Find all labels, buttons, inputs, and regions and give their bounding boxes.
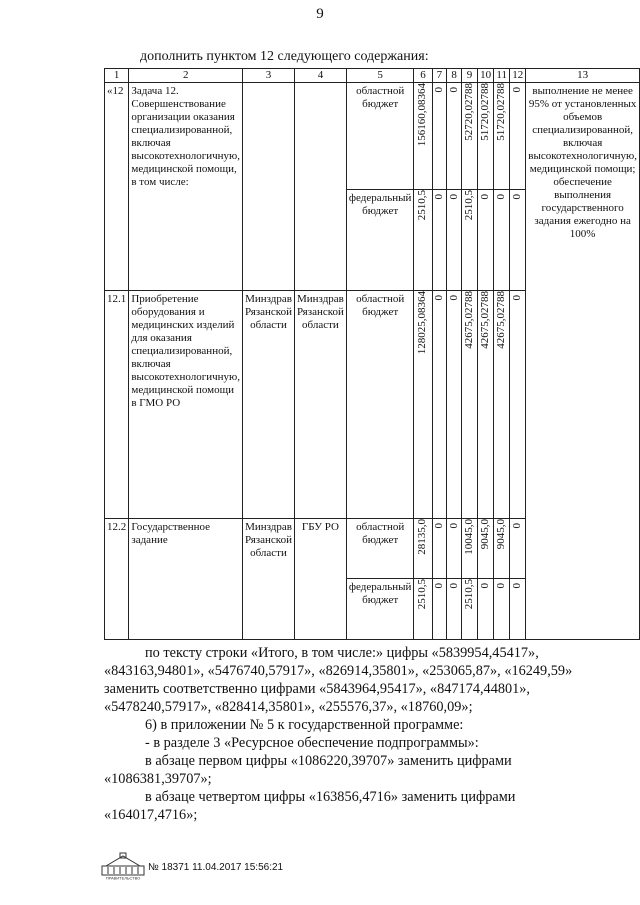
header-cell: 6 (414, 69, 432, 83)
value-cell: 0 (447, 294, 460, 300)
row-number: 12.2 (107, 521, 127, 533)
page-number: 9 (316, 6, 324, 22)
value-cell: 51720,02788 (495, 83, 508, 141)
value-cell: 2510,5 (416, 190, 429, 221)
table-row (105, 83, 640, 190)
value-cell: 0 (432, 193, 445, 199)
value-cell: 2510,5 (416, 579, 429, 610)
value-cell: 0 (447, 522, 460, 528)
value-cell: 0 (479, 193, 492, 199)
co-executor (295, 83, 346, 87)
funding-source: федеральный бюджет (348, 581, 412, 606)
value-cell: 0 (432, 522, 445, 528)
paragraph-line: по тексту строки «Итого, в том числе:» цифры «5839954,45417», (145, 645, 539, 661)
value-cell: 0 (495, 193, 508, 199)
executor: Минздрав Рязанской области (245, 293, 292, 331)
task-name: Задача 12. Совершенствование организации оказания специализированной, включая высокотехнологичную, медицинской помощи, в том числе: (131, 85, 241, 188)
funding-source: областной бюджет (356, 85, 405, 110)
value-cell: 0 (432, 582, 445, 588)
paragraph-line: - в разделе 3 «Ресурсное обеспечение подпрограммы»: (145, 735, 479, 751)
row-number: 12.1 (107, 293, 127, 305)
value-cell: 0 (495, 582, 508, 588)
value-cell: 0 (479, 582, 492, 588)
paragraph-line: «1086381,39707»; (104, 771, 212, 787)
executor (243, 83, 294, 87)
header-cell: 10 (478, 69, 494, 83)
paragraph-line: «843163,94801», «5476740,57917», «826914,35801», «253065,87», «16249,59» (104, 663, 573, 679)
value-cell: 51720,02788 (479, 83, 492, 141)
value-cell: 28135,0 (416, 519, 429, 555)
value-cell: 0 (511, 86, 524, 92)
value-cell: 2510,5 (463, 190, 476, 221)
funding-source: областной бюджет (356, 293, 405, 318)
logo-caption: ПРАВИТЕЛЬСТВО (105, 875, 141, 880)
header-cell: 4 (294, 69, 346, 83)
value-cell: 0 (511, 294, 524, 300)
paragraph-line: в абзаце первом цифры «1086220,39707» заменить цифрами (145, 753, 512, 769)
funding-source: федеральный бюджет (348, 192, 412, 217)
value-cell: 42675,02788 (495, 291, 508, 349)
value-cell: 42675,02788 (463, 291, 476, 349)
header-cell: 7 (432, 69, 447, 83)
header-cell: 3 (243, 69, 295, 83)
row-number: «12 (107, 85, 124, 97)
task-name: Приобретение оборудования и медицинских изделий для оказания специализированной, включая высокотехнологичную, медицинской помощи в ГМО РО (131, 293, 241, 409)
expected-result: выполнение не менее 95% от установленных объемов специализированной, включая высокотехнологичную, медицинской помощи; обеспечение выполнения государственного задания ежегодно на 100% (528, 85, 637, 240)
paragraph-line: «5478240,57917», «828414,35801», «255576,37», «18760,09»; (104, 699, 473, 715)
header-row (105, 69, 640, 83)
value-cell: 156160,08364 (416, 83, 429, 147)
registration-stamp: № 18371 11.04.2017 15:56:21 (148, 862, 284, 873)
header-cell: 12 (510, 69, 526, 83)
value-cell: 2510,5 (463, 579, 476, 610)
header-cell: 8 (447, 69, 462, 83)
paragraph-line: заменить соответственно цифрами «5843964,95417», «847174,44801», (104, 681, 531, 697)
value-cell: 0 (432, 294, 445, 300)
co-executor: Минздрав Рязанской области (296, 293, 344, 331)
header-cell: 13 (526, 69, 640, 83)
government-building-logo (100, 852, 146, 880)
paragraph-line: «164017,4716»; (104, 807, 198, 823)
intro-text: дополнить пунктом 12 следующего содержания: (140, 49, 429, 64)
value-cell: 0 (511, 522, 524, 528)
header-cell: 2 (129, 69, 243, 83)
value-cell: 9045,0 (495, 519, 508, 550)
funding-source: областной бюджет (356, 521, 405, 546)
value-cell: 10045,0 (463, 519, 476, 555)
task-name: Государственное задание (131, 521, 211, 546)
paragraph-line: 6) в приложении № 5 к государственной программе: (145, 717, 464, 733)
value-cell: 0 (511, 193, 524, 199)
co-executor: ГБУ РО (301, 521, 339, 533)
value-cell: 0 (447, 193, 460, 199)
value-cell: 52720,02788 (463, 83, 476, 141)
header-cell: 11 (494, 69, 510, 83)
header-cell: 5 (346, 69, 414, 83)
value-cell: 0 (447, 582, 460, 588)
value-cell: 0 (447, 86, 460, 92)
value-cell: 0 (432, 86, 445, 92)
header-cell: 9 (462, 69, 478, 83)
paragraph-line: в абзаце четвертом цифры «163856,4716» заменить цифрами (145, 789, 516, 805)
value-cell: 0 (511, 582, 524, 588)
executor: Минздрав Рязанской области (245, 521, 292, 559)
value-cell: 42675,02788 (479, 291, 492, 349)
value-cell: 128025,08364 (416, 291, 429, 355)
header-cell: 1 (105, 69, 129, 83)
value-cell: 9045,0 (479, 519, 492, 550)
program-table (104, 68, 640, 640)
